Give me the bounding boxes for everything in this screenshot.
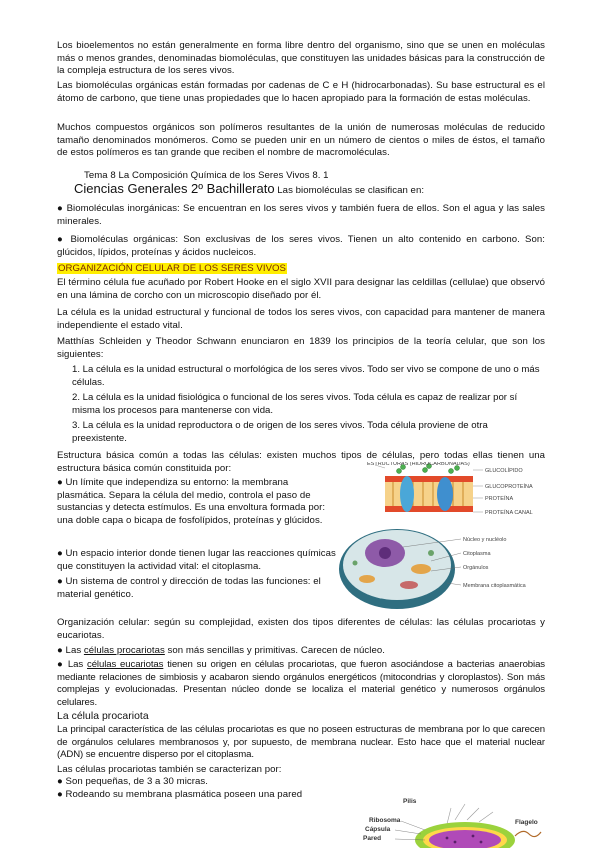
membrane-label-0: ESTRUCTURAS (HIDROCARBONADAS) [367, 462, 470, 467]
prokaryote-bullet-prefix: ● Las [57, 645, 84, 656]
intro-paragraph-1: Los bioelementos no están generalmente en forma libre dentro del organismo, sino que se unen en moléculas más o menos grandes, denominadas biomoléculas, que constituyen las unidades básicas para la construcción de la compleja estructura de los seres vivos. [57, 40, 545, 77]
bacteria-label-4: Flagelo [515, 819, 538, 826]
channel-protein-shape [437, 477, 453, 511]
bacteria-label-0: Pilis [403, 798, 417, 805]
prokaryote-link[interactable]: células procariotas [83, 645, 165, 656]
organic-bullet: ● Biomoléculas orgánicas: Son exclusivas de los seres vivos. Tienen un alto contenido en carbono. Son: glúcidos, lípidos, proteínas y ácidos nucleicos. [57, 234, 545, 258]
structure-paragraph: Estructura básica común a todas las células: existen muchos tipos de células, pero todas ellas tienen una estructura básica común constituida por: [57, 450, 545, 474]
theory-item-3: 3. La célula es la unidad reproductora o de origen de los seres vivos. Toda célula proviene de otra preexistente. [72, 420, 488, 444]
eukaryote-bullet-text: tienen su origen en células procariotas, que fueron asociándose a bacterias anaerobias mediante relaciones de simbiosis y acabaron siendo orgánulos energéticos (mitocondrias y cloroplastos). Son más complejas y evolucionadas. Presentan núcleo donde se localiza el material genético y numerosos orgánulos celulares. [57, 659, 546, 708]
theory-item-2: 2. La célula es la unidad fisiológica o funcional de los seres vivos. Toda célula es capaz de realizar por sí misma los procesos para mantenerse con vida. [72, 392, 518, 416]
membrane-label-3: PROTEÍNA [485, 496, 514, 502]
prokaryote-heading: La célula procariota [57, 711, 149, 722]
cell-theory-intro: Matthías Schleiden y Theodor Schwann enunciaron en 1839 los principios de la teoría celular, que son los siguientes: [57, 336, 545, 360]
cell-label-3: Membrana citoplasmática [463, 583, 526, 589]
classification-intro: Las biomoléculas se clasifican en: [277, 185, 425, 196]
genetic-material-bullet: ● Un sistema de control y dirección de todas las funciones: el material genético. [57, 576, 321, 600]
flagellum-shape [515, 831, 541, 836]
membrane-label-5: PROTEÍNA CANAL [485, 510, 533, 516]
inorganic-bullet: ● Biomoléculas inorgánicas: Se encuentran en los seres vivos y también fuera de ellos. Son el agua y las sales minerales. [57, 203, 545, 227]
eukaryote-bullet [57, 659, 545, 709]
bacterium-diagram [355, 790, 545, 848]
prokaryote-traits-intro: Las células procariotas también se caracterizan por: [57, 764, 282, 775]
intro-paragraph-3: Muchos compuestos orgánicos son polímeros resultantes de la unión de numerosas moléculas de reducido tamaño denominados monómeros. Como se pueden unir en un número de cientos o miles de éstos, el tamaño de estos polímeros es tan grande que reciben el nombre de macromoléculas. [57, 122, 545, 159]
prokaryote-paragraph: La principal característica de las células procariotas es que no poseen estructuras de membrana por lo que carecen de orgánulos celulares membranosos y, por supuesto, de membrana nuclear. Esto hace que el material nuclear (ADN) se encuentre disperso por el citoplasma. [57, 724, 545, 761]
membrane-diagram [365, 462, 535, 520]
intro-paragraph-2: Las biomoléculas orgánicas están formadas por cadenas de C e H (hidrocarbonadas). Su base estructural es el átomo de carbono, que tiene unas propiedades que lo hacen apropiado para la formación de estas moléculas. [57, 80, 545, 104]
cell-label-2: Orgánulos [463, 565, 489, 571]
eukaryote-bullet-prefix: ● Las [57, 659, 87, 670]
prokaryote-wall-bullet: ● Rodeando su membrana plasmática poseen una pared [57, 789, 303, 800]
membrane-label-1: GLUCOLÍPIDO [485, 468, 523, 474]
cell-diagram [335, 523, 540, 611]
theory-item-1: 1. La célula es la unidad estructural o morfológica de los seres vivos. Todo ser vivo se compone de uno o más células. [72, 364, 540, 388]
eukaryote-link[interactable]: células eucariotas [87, 659, 164, 670]
course-line [74, 183, 544, 198]
cell-label-1: Citoplasma [463, 551, 491, 557]
cytoplasm-bullet: ● Un espacio interior donde tienen lugar las reacciones químicas que constituyen la actividad vital: el citoplasma. [57, 548, 336, 572]
organization-paragraph: Organización celular: según su complejidad, existen dos tipos diferentes de células: las células procariotas y eucariotas. [57, 617, 545, 641]
topic-title: Tema 8 La Composición Química de los Seres Vivos 8. 1 [84, 170, 329, 181]
membrane-label-2: GLUCOPROTEÍNA [485, 484, 533, 490]
prokaryote-bullet-text: son más sencillas y primitivas. Carecen de núcleo. [164, 645, 385, 656]
protein-shape [400, 476, 414, 512]
bacteria-label-1: Ribosoma [369, 817, 401, 824]
hooke-paragraph: El término célula fue acuñado por Robert Hooke en el siglo XVII para designar las celdillas (cellulae) que observó en una lámina de corcho con un microscopio diseñado por él. [57, 277, 545, 301]
prokaryote-bullet [57, 645, 545, 658]
cell-label-0: Núcleo y nucléolo [463, 537, 507, 543]
section-title-highlight: ORGANIZACIÓN CELULAR DE LOS SERES VIVOS [58, 263, 286, 274]
bacteria-label-2: Cápsula [365, 826, 391, 833]
membrane-bullet: ● Un límite que independiza su entorno: la membrana plasmática. Separa la célula del medio, controla el paso de sustancias y detecta estímulos. Es una envoltura formada por: una doble capa o bicapa de fosfolípidos, proteínas y glúcidos. [57, 477, 326, 526]
cell-definition: La célula es la unidad estructural y funcional de todos los seres vivos, con capacidad para mantener de manera independiente el estado vital. [57, 307, 545, 331]
course-title: Ciencias Generales 2º Bachillerato [74, 181, 275, 196]
section-heading [57, 263, 545, 276]
bacteria-label-3: Pared [363, 835, 382, 842]
prokaryote-size-bullet: ● Son pequeñas, de 3 a 30 micras. [57, 776, 208, 787]
